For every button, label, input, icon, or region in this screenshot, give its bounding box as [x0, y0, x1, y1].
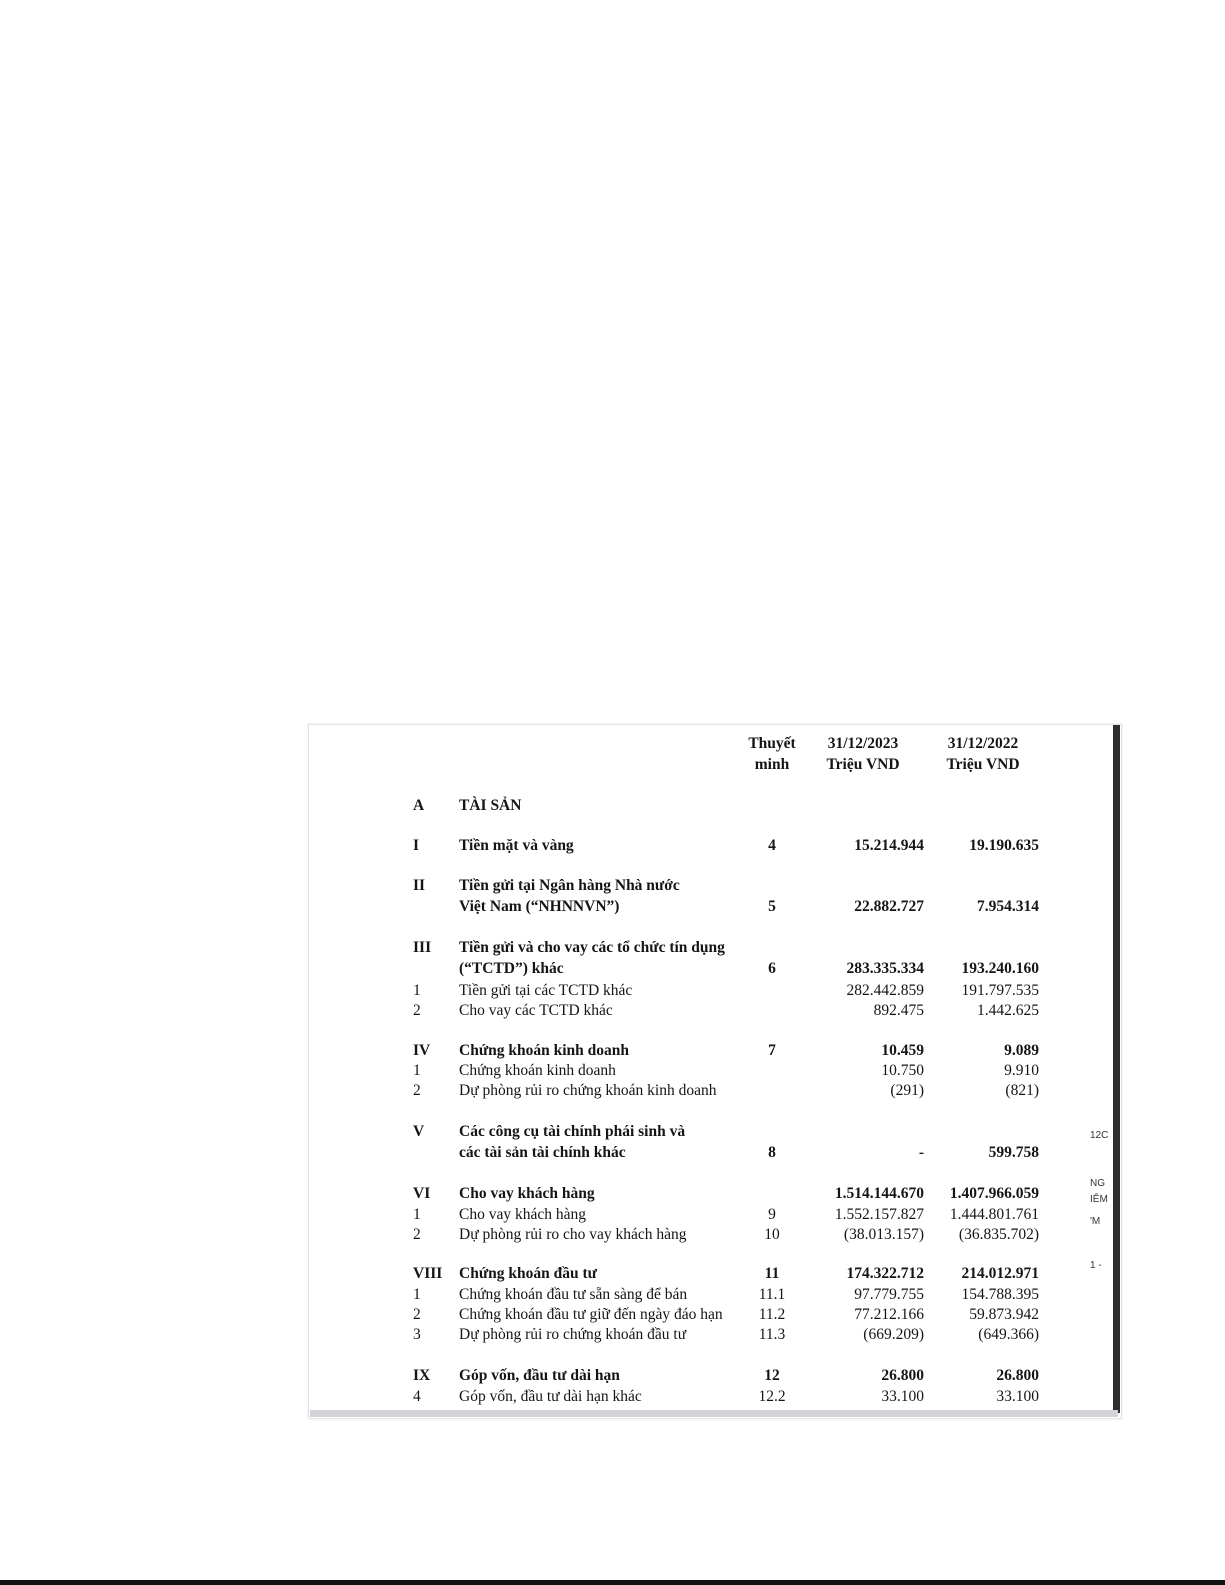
- row-note: 11.2: [758, 1306, 786, 1323]
- row-value-2023: 26.800: [881, 1367, 924, 1384]
- row-index: 2: [413, 1002, 421, 1019]
- row-value-2023: (38.013.157): [843, 1226, 924, 1243]
- row-value-2022: 26.800: [996, 1367, 1039, 1384]
- row-index: A: [413, 797, 425, 814]
- stamp-fragment-text: 'M: [1090, 1216, 1101, 1227]
- bottom-border-line: [0, 1580, 1225, 1585]
- row-value-2023: 282.442.859: [846, 982, 924, 999]
- row-index: III: [413, 939, 432, 956]
- row-label: Góp vốn, đầu tư dài hạn: [459, 1367, 620, 1384]
- row-value-2022: 9.089: [1004, 1042, 1039, 1059]
- row-label: TÀI SẢN: [459, 797, 522, 814]
- row-label: Tiền gửi tại Ngân hàng Nhà nước: [459, 877, 680, 894]
- row-label: Dự phòng rủi ro cho vay khách hàng: [459, 1226, 687, 1243]
- row-index: 1: [413, 982, 421, 999]
- row-value-2023: 77.212.166: [854, 1306, 924, 1323]
- row-index: 1: [413, 1206, 421, 1223]
- row-label: Các công cụ tài chính phái sinh và: [459, 1123, 686, 1140]
- row-value-2022: 214.012.971: [961, 1265, 1039, 1282]
- row-index: 2: [413, 1082, 421, 1099]
- row-value-2022: 1.444.801.761: [949, 1206, 1039, 1223]
- document-page: [308, 724, 1122, 1419]
- row-note: 4: [768, 837, 776, 854]
- stamp-fragment-text: 1 -: [1090, 1260, 1102, 1271]
- row-label: Chứng khoán kinh doanh: [459, 1042, 630, 1059]
- row-index: VIII: [413, 1265, 443, 1282]
- row-index: I: [413, 837, 420, 854]
- row-value-2023: 1.514.144.670: [834, 1185, 924, 1202]
- row-value-2023: 15.214.944: [854, 837, 924, 854]
- row-note: 8: [768, 1144, 776, 1161]
- row-note: 11: [764, 1265, 780, 1282]
- row-note: 5: [768, 898, 776, 915]
- row-index: IX: [413, 1367, 431, 1384]
- row-value-2022: (649.366): [978, 1326, 1039, 1343]
- row-note: 12.2: [758, 1388, 786, 1405]
- row-label: Cho vay khách hàng: [459, 1185, 595, 1202]
- row-index: V: [413, 1123, 425, 1140]
- row-note: 11.3: [758, 1326, 786, 1343]
- row-value-2022: (36.835.702): [958, 1226, 1039, 1243]
- row-label: các tài sản tài chính khác: [459, 1144, 626, 1161]
- row-index: 1: [413, 1062, 421, 1079]
- row-label: Dự phòng rủi ro chứng khoán kinh doanh: [459, 1082, 717, 1099]
- row-value-2022: 9.910: [1004, 1062, 1039, 1079]
- row-label: Dự phòng rủi ro chứng khoán đầu tư: [459, 1326, 687, 1343]
- row-value-2023: 33.100: [881, 1388, 924, 1405]
- row-value-2023: 283.335.334: [846, 960, 924, 977]
- row-label: Tiền mặt và vàng: [459, 837, 574, 854]
- row-value-2022: 154.788.395: [961, 1286, 1039, 1303]
- row-index: 2: [413, 1226, 421, 1243]
- row-label: Cho vay các TCTD khác: [459, 1002, 613, 1019]
- row-value-2023: -: [918, 1144, 924, 1161]
- row-value-2022: 7.954.314: [977, 898, 1039, 915]
- row-value-2022: (821): [1005, 1082, 1039, 1099]
- row-note: 6: [768, 960, 776, 977]
- row-index: 4: [413, 1388, 421, 1405]
- cropped-stamp-fragment: [1090, 1128, 1120, 1288]
- row-label: Chứng khoán đầu tư giữ đến ngày đáo hạn: [459, 1306, 723, 1323]
- row-label: Cho vay khách hàng: [459, 1206, 586, 1223]
- row-value-2023: 1.552.157.827: [834, 1206, 924, 1223]
- row-label: Tiền gửi tại các TCTD khác: [459, 982, 633, 999]
- header-2022-column: 31/12/2022 Triệu VND: [946, 735, 1020, 773]
- row-value-2022: 191.797.535: [961, 982, 1039, 999]
- stamp-fragment-text: IỂM: [1090, 1194, 1108, 1205]
- row-value-2022: 599.758: [988, 1144, 1039, 1161]
- row-index: 1: [413, 1286, 421, 1303]
- row-value-2023: (669.209): [863, 1326, 924, 1343]
- row-value-2023: 97.779.755: [854, 1286, 924, 1303]
- stamp-fragment-text: NG: [1090, 1178, 1105, 1189]
- row-value-2023: (291): [890, 1082, 924, 1099]
- header-2023-column: 31/12/2023 Triệu VND: [826, 735, 900, 773]
- row-label: Việt Nam (“NHNNVN”): [459, 898, 620, 915]
- row-value-2022: 1.407.966.059: [949, 1185, 1039, 1202]
- row-value-2022: 1.442.625: [977, 1002, 1039, 1019]
- row-note: 12: [764, 1367, 780, 1384]
- row-label: Góp vốn, đầu tư dài hạn khác: [459, 1388, 642, 1405]
- row-value-2023: 892.475: [873, 1002, 924, 1019]
- row-label: Chứng khoán kinh doanh: [459, 1062, 616, 1079]
- row-index: IV: [413, 1042, 431, 1059]
- row-index: 2: [413, 1306, 421, 1323]
- row-note: 7: [768, 1042, 776, 1059]
- row-label: Chứng khoán đầu tư sẵn sàng để bán: [459, 1286, 688, 1303]
- page-edge-shadow: [1113, 725, 1120, 1413]
- stamp-fragment-text: 12C: [1090, 1130, 1109, 1141]
- row-label: Chứng khoán đầu tư: [459, 1265, 597, 1282]
- row-note: 11.1: [758, 1286, 786, 1303]
- header-note-column: Thuyết minh: [748, 735, 796, 773]
- page-bottom-edge: [310, 1410, 1118, 1417]
- row-index: II: [413, 877, 426, 894]
- row-index: 3: [413, 1326, 421, 1343]
- row-value-2022: 19.190.635: [969, 837, 1039, 854]
- row-index: VI: [413, 1185, 431, 1202]
- row-label: Tiền gửi và cho vay các tổ chức tín dụng: [459, 939, 725, 956]
- row-note: 9: [768, 1206, 776, 1223]
- row-value-2022: 193.240.160: [961, 960, 1039, 977]
- row-value-2022: 59.873.942: [969, 1306, 1039, 1323]
- row-value-2023: 22.882.727: [854, 898, 924, 915]
- row-value-2022: 33.100: [996, 1388, 1039, 1405]
- row-label: (“TCTD”) khác: [459, 960, 564, 977]
- row-value-2023: 10.750: [881, 1062, 924, 1079]
- row-note: 10: [764, 1226, 780, 1243]
- row-value-2023: 10.459: [881, 1042, 924, 1059]
- row-value-2023: 174.322.712: [846, 1265, 924, 1282]
